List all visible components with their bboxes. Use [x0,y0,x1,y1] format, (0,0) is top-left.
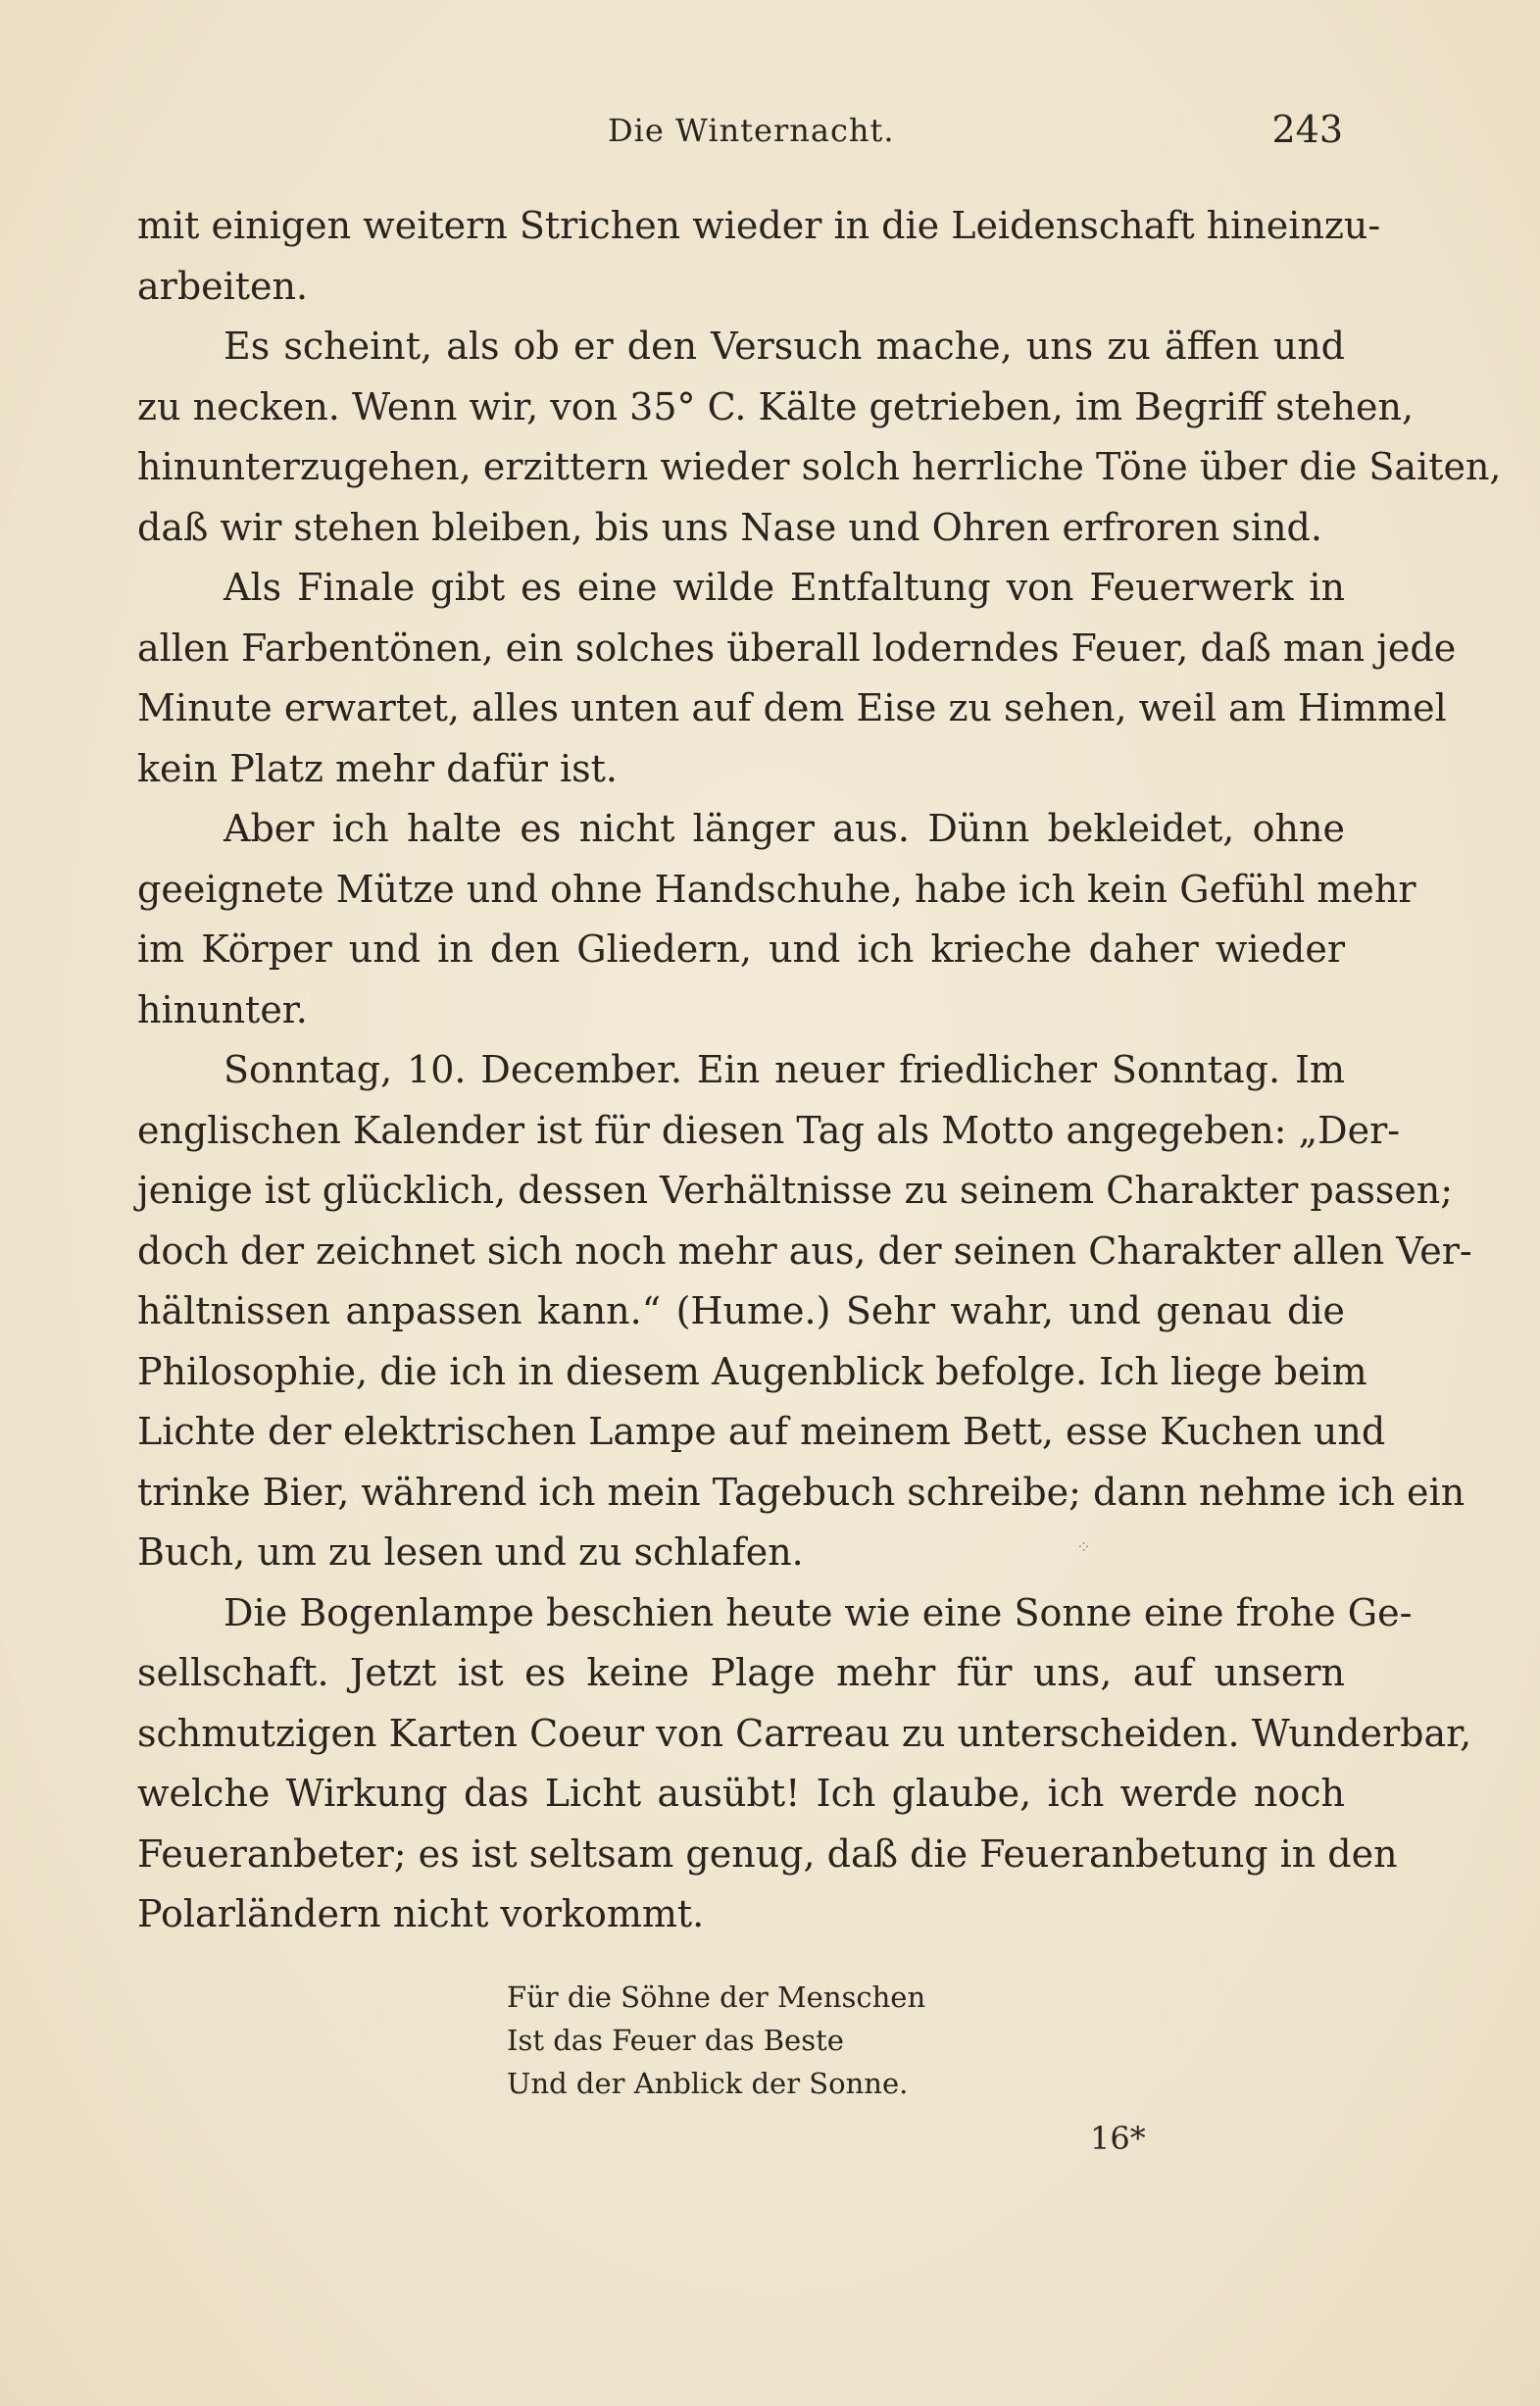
text-line: hinunterzugehen, erzittern wieder solch herrliche Töne über die Saiten, [137,445,1502,488]
poem-line: Für die Söhne der Menschen [507,1980,926,2014]
poem-line: Und der Anblick der Sonne. [507,2067,909,2100]
text-line: arbeiten. [137,264,309,308]
text-line: zu necken. Wenn wir, von 35° C. Kälte getrieben, im Begriff stehen, [137,384,1415,428]
text-line: Es scheint, als ob er den Versuch mache, uns zu äffen und [224,325,1345,368]
text-line: trinke Bier, während ich mein Tagebuch schreibe; dann nehme ich ein [137,1470,1465,1514]
text-line: doch der zeichnet sich noch mehr aus, der seinen Charakter allen Ver- [137,1228,1472,1273]
text-line: geeignete Mütze und ohne Handschuhe, habe ich kein Gefühl mehr [137,867,1416,911]
text-line: jenige ist glücklich, dessen Verhältnisse zu seinem Charakter passen; [137,1169,1454,1212]
text-line: mit einigen weitern Strichen wieder in die Leidenschaft hineinzu- [137,204,1381,247]
poem-line: Ist das Feuer das Beste [507,2024,844,2057]
text-line: kein Platz mehr dafür ist. [137,746,618,790]
text-line: sellschaft. Jetzt ist es keine Plage mehr für uns, auf unsern [137,1651,1345,1694]
text-line: im Körper und in den Gliedern, und ich krieche daher wieder [137,927,1345,971]
text-line: daß wir stehen bleiben, bis uns Nase und Ohren erfroren sind. [137,505,1322,549]
text-line: Minute erwartet, alles unten auf dem Eise zu sehen, weil am Himmel [137,686,1447,729]
text-line: hinunter. [137,987,308,1031]
text-line: schmutzigen Karten Coeur von Carreau zu unterscheiden. Wunderbar, [137,1711,1472,1755]
text-line: Als Finale gibt es eine wilde Entfaltung von Feuerwerk in [224,566,1345,609]
running-title: Die Winternacht. [608,112,895,149]
text-line: Polarländern nicht vorkommt. [137,1892,705,1935]
text-line: Lichte der elektrischen Lampe auf meinem Bett, esse Kuchen und [137,1410,1386,1453]
page-number: 243 [1271,108,1343,151]
text-line: allen Farbentönen, ein solches überall loderndes Feuer, daß man jede [137,626,1457,670]
ink-speck-ornament: ⁘ [1076,1537,1092,1558]
text-line: Feueranbeter; es ist seltsam genug, daß die Feueranbetung in den [137,1831,1398,1876]
running-head [137,108,1343,157]
text-line: Aber ich halte es nicht länger aus. Dünn bekleidet, ohne [224,807,1345,850]
body-text [137,196,1502,1945]
text-line: Sonntag, 10. December. Ein neuer friedlicher Sonntag. Im [224,1048,1345,1091]
text-line: hältnissen anpassen kann.“ (Hume.) Sehr wahr, und genau die [137,1289,1345,1332]
text-line: Buch, um zu lesen und zu schlafen. [137,1530,804,1574]
text-line: Philosophie, die ich in diesem Augenblick befolge. Ich liege beim [137,1349,1367,1393]
poem-stanza [507,1976,925,2105]
signature-mark: 16* [1090,2120,1146,2157]
text-line: Die Bogenlampe beschien heute wie eine Sonne eine frohe Ge- [224,1590,1413,1634]
text-line: englischen Kalender ist für diesen Tag als Motto angegeben: „Der- [137,1108,1401,1152]
text-line: welche Wirkung das Licht ausübt! Ich glaube, ich werde noch [137,1772,1345,1815]
